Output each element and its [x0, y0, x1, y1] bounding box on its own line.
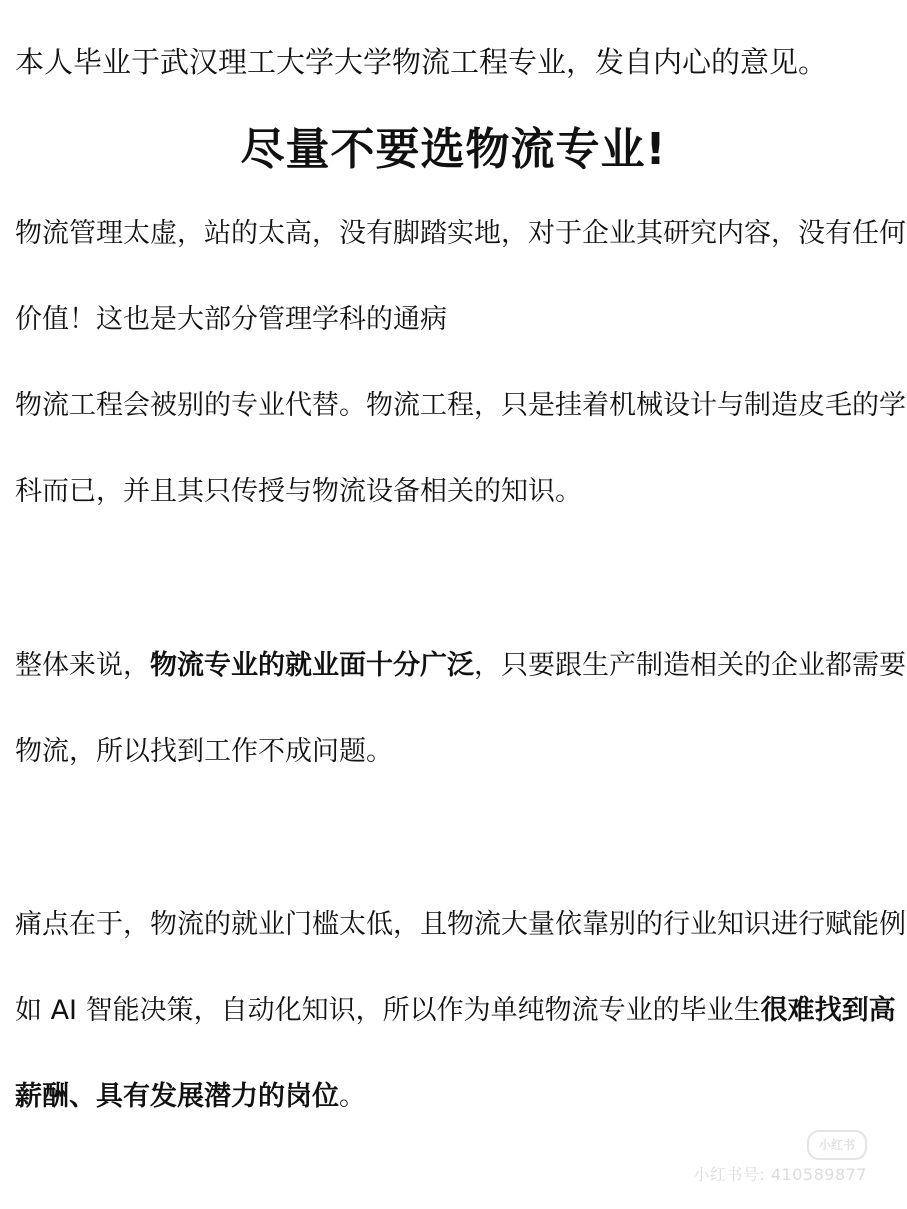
paragraph-3-line-1 — [15, 646, 906, 686]
paragraph-4-line-1: 痛点在于，物流的就业门槛太低，且物流大量依靠别的行业知识进行赋能例 — [15, 909, 906, 940]
paragraph-4-text-a: 如 AI 智能决策，自动化知识，所以作为单纯物流专业的毕业生 — [15, 995, 761, 1026]
paragraph-4-emphasis-b: 薪酬、具有发展潜力的岗位 — [15, 1081, 339, 1112]
watermark-logo: 小红书 — [807, 1130, 867, 1160]
paragraph-4-emphasis-a: 很难找到高 — [760, 995, 896, 1026]
paragraph-1-line-1: 物流管理太虚，站的太高，没有脚踏实地，对于企业其研究内容，没有任何 — [15, 218, 906, 249]
paragraph-3-text-b: ，只要跟生产制造相关的企业都需要 — [474, 650, 906, 681]
watermark-text: 小红书号: 410589877 — [693, 1165, 867, 1184]
paragraph-2-line-2: 科而已，并且其只传授与物流设备相关的知识。 — [15, 476, 582, 507]
paragraph-3-emphasis: 物流专业的就业面十分广泛 — [150, 650, 474, 681]
watermark — [693, 1130, 867, 1190]
paragraph-4-end: 。 — [339, 1081, 366, 1112]
paragraph-3-line-2: 物流，所以找到工作不成问题。 — [15, 736, 393, 767]
paragraph-1-line-2: 价值！这也是大部分管理学科的通病 — [15, 304, 447, 335]
page-title: 尽量不要选物流专业! — [240, 124, 667, 175]
paragraph-3-text-a: 整体来说， — [15, 650, 150, 681]
paragraph-4-line-2 — [15, 991, 896, 1031]
paragraph-4-line-3 — [15, 1077, 366, 1117]
paragraph-2-line-1: 物流工程会被别的专业代替。物流工程，只是挂着机械设计与制造皮毛的学 — [15, 390, 906, 421]
intro-text: 本人毕业于武汉理工大学大学物流工程专业，发自内心的意见。 — [15, 45, 828, 79]
